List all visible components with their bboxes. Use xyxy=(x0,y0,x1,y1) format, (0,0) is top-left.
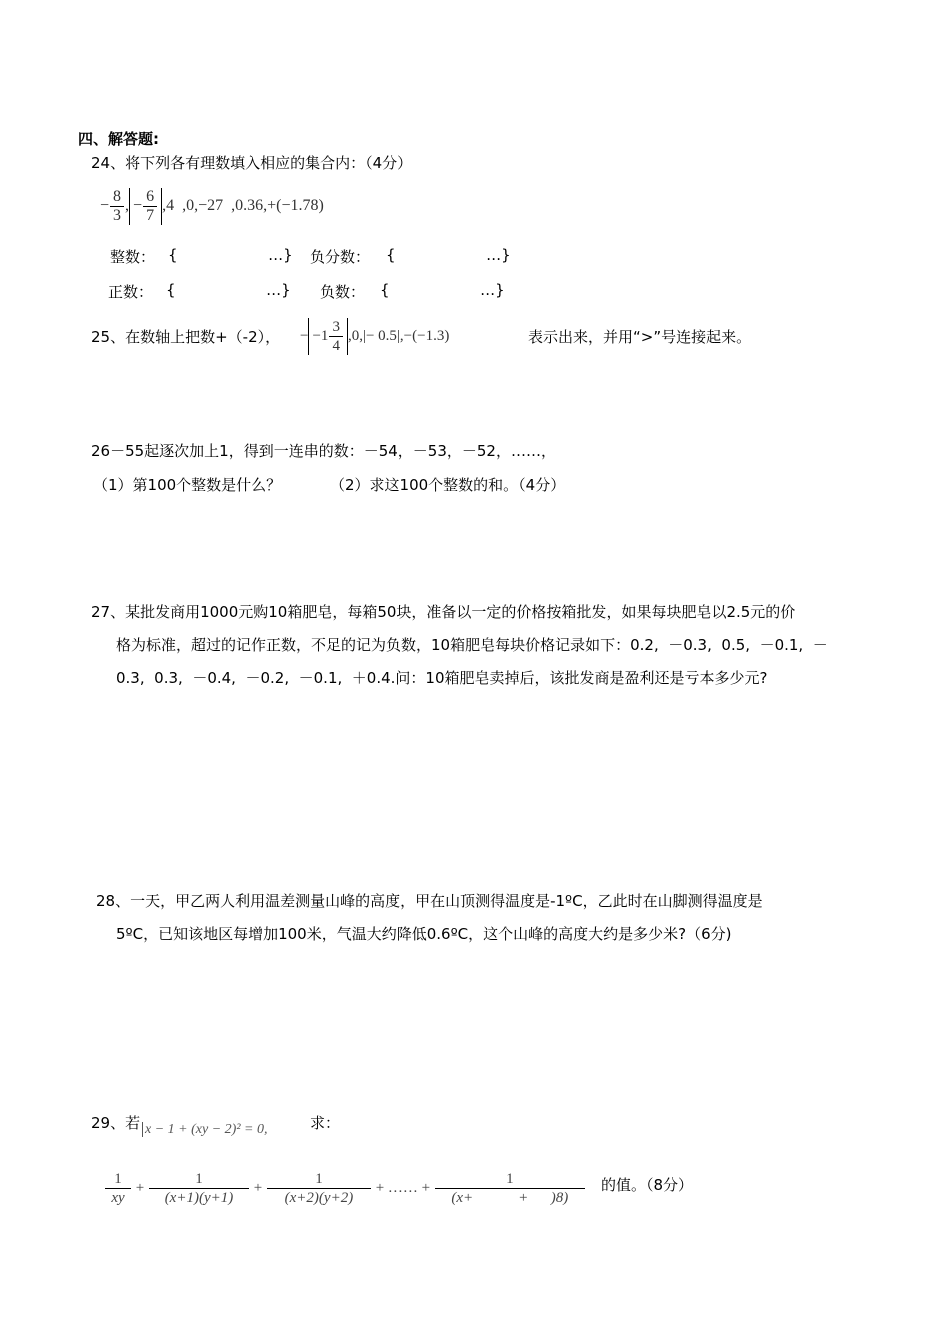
set-integer-braces: { …} xyxy=(168,246,293,264)
q27-line1: 27、某批发商用1000元购10箱肥皂，每箱50块，准备以一定的价格按箱批发，如果每块肥皂以2.5元的价 xyxy=(91,603,796,621)
q29-suffix: 求： xyxy=(310,1114,341,1132)
q24-fraction-1 xyxy=(110,188,124,225)
q29-condition xyxy=(142,1122,267,1138)
q24-n1-num: 8 xyxy=(113,188,122,205)
q27-line3: 0.3, 0.3, －0.4, －0.2, －0.1, ＋0.4.问：10箱肥皂卖掉后，该批发商是盈利还是亏本多少元? xyxy=(116,669,768,687)
q29-t2-num: 1 xyxy=(195,1171,203,1187)
q29-term2 xyxy=(149,1170,249,1207)
q25-expr-rest: ,0,|− 0.5|,−(−1.3) xyxy=(347,327,450,344)
q29-term1 xyxy=(105,1170,131,1207)
q29-prefix: 29、若 xyxy=(91,1114,141,1132)
q29-t3-den: (x+2)(y+2) xyxy=(267,1188,371,1207)
q29-cond-abs: x − 1 xyxy=(142,1122,175,1137)
q24-n2-den: 7 xyxy=(143,206,157,225)
q29-cond-rest: + (xy − 2)² = 0, xyxy=(174,1122,268,1137)
q25-prefix: 25、在数轴上把数+（-2）， xyxy=(91,328,281,346)
q29-t2-den: (x+1)(y+1) xyxy=(149,1188,249,1207)
section-title: 四、解答题: xyxy=(78,130,159,148)
q25-suffix: 表示出来，并用“>”号连接起来。 xyxy=(528,328,752,346)
set-neg-fraction-label: 负分数： xyxy=(310,248,371,266)
q24-stem: 24、将下列各有理数填入相应的集合内：（4分） xyxy=(91,154,413,172)
q28-line1: 28、一天，甲乙两人利用温差测量山峰的高度，甲在山顶测得温度是-1ºC，乙此时在山脚测得温度是 xyxy=(96,892,763,910)
q26-line1: 26－55起逐次加上1，得到一连串的数：－54，－53，－52，……， xyxy=(91,442,556,460)
set-negative-braces: { …} xyxy=(380,281,505,299)
q25-expression xyxy=(300,318,449,355)
q29-plus-1: + xyxy=(135,1179,145,1196)
q29-plus-2: + xyxy=(253,1179,263,1196)
q24-rest: ,4 ,0,−27 ,0.36,+(−1.78) xyxy=(162,197,324,215)
q29-term4 xyxy=(435,1170,585,1207)
q25-expr-prefix: − xyxy=(300,327,309,344)
q28-line2: 5ºC，已知该地区每增加100米，气温大约降低0.6ºC，这个山峰的高度大约是多少米?（6分) xyxy=(116,925,732,943)
q25-abs-value xyxy=(308,318,347,355)
set-neg-fraction-braces: { …} xyxy=(386,246,511,264)
q25-fraction xyxy=(329,318,343,355)
q29-ending: 的值。（8分） xyxy=(601,1176,694,1194)
q29-t1-num: 1 xyxy=(114,1171,122,1187)
q24-sep1: , xyxy=(125,197,130,215)
q26-part1: （1）第100个整数是什么？ xyxy=(93,476,282,494)
set-positive-label: 正数： xyxy=(108,283,154,301)
q29-dots: + …… + xyxy=(375,1179,431,1196)
q24-n1-den: 3 xyxy=(110,206,124,225)
q24-n2-sign: − xyxy=(133,197,143,215)
q24-numbers xyxy=(100,188,324,225)
q29-t1-den: xy xyxy=(105,1188,131,1207)
q27-line2: 格为标准，超过的记作正数，不足的记为负数，10箱肥皂每块价格记录如下：0.2, －0.3, 0.5, －0.1, － xyxy=(116,636,828,654)
q29-t3-num: 1 xyxy=(315,1171,323,1187)
q24-n1-sign: − xyxy=(100,197,110,215)
q26-part2: （2）求这100个整数的和。（4分） xyxy=(330,476,566,494)
set-negative-label: 负数： xyxy=(320,283,366,301)
set-integer-label: 整数： xyxy=(110,248,156,266)
q29-t4-num: 1 xyxy=(506,1171,514,1187)
q25-expr-den: 4 xyxy=(329,336,343,355)
set-positive-braces: { …} xyxy=(166,281,291,299)
q29-series xyxy=(104,1170,586,1207)
q29-term3 xyxy=(267,1170,371,1207)
q25-expr-num: 3 xyxy=(332,319,340,335)
q29-t4-den: (x+ + )8) xyxy=(435,1188,585,1207)
q24-n2-num: 6 xyxy=(146,188,155,205)
q24-abs-value xyxy=(129,188,162,225)
q24-fraction-2 xyxy=(143,188,157,225)
q25-expr-inner: −1 xyxy=(312,327,329,344)
